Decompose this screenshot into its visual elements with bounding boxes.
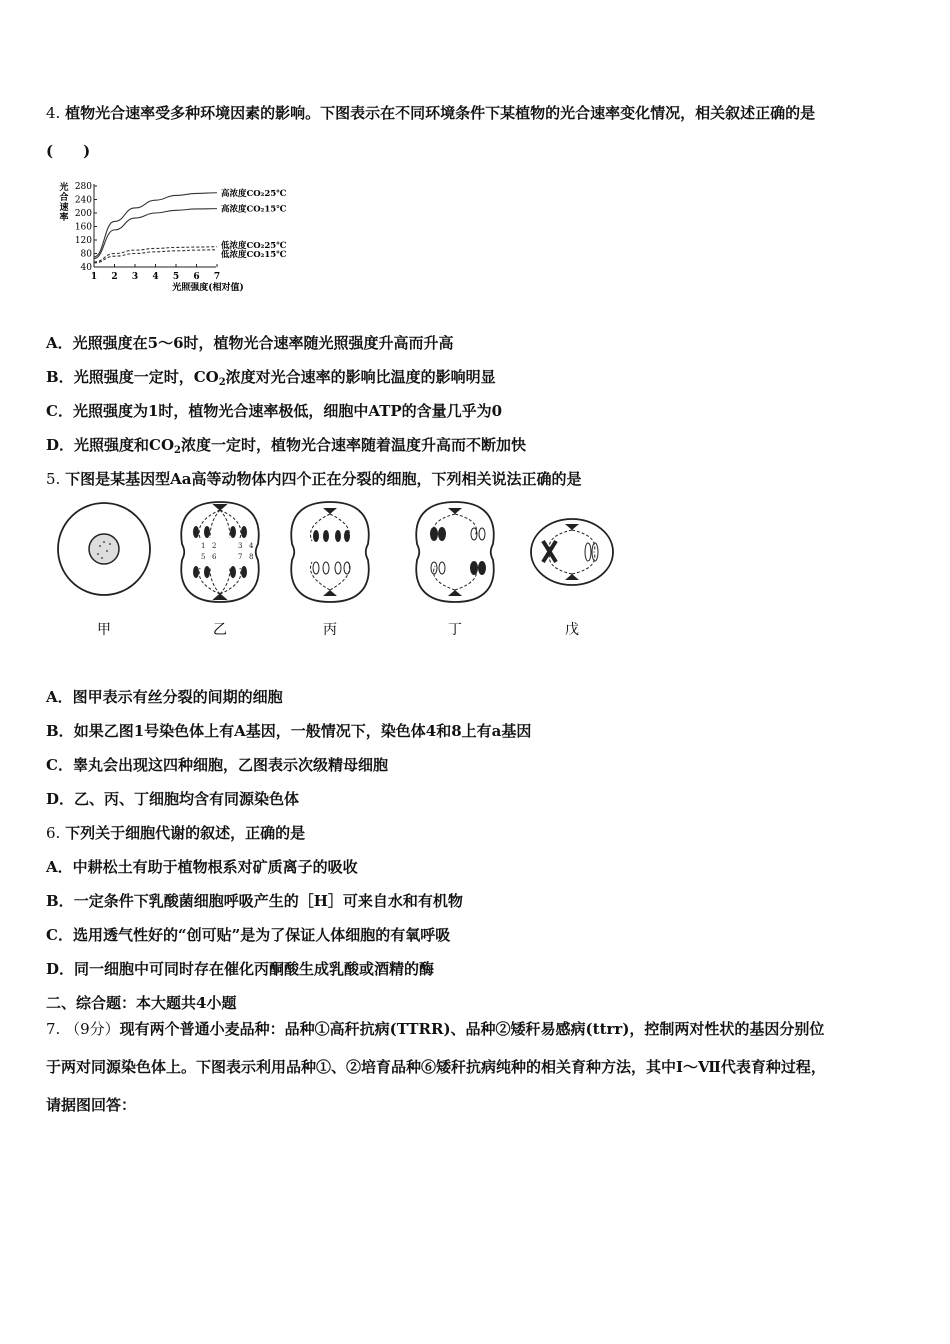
q4-option-d[interactable] xyxy=(46,435,526,461)
option-letter: B． xyxy=(46,892,74,910)
chromosome-number: 7 xyxy=(238,553,243,561)
option-letter: D． xyxy=(46,436,75,454)
option-text: 图甲表示有丝分裂的间期的细胞 xyxy=(72,688,283,706)
q6-number: 6. xyxy=(46,824,61,842)
chromosome-number: 8 xyxy=(249,553,254,561)
chart-ylabel-3: 速 xyxy=(59,203,69,213)
chart-series-line xyxy=(94,209,217,259)
q7-line-3: 请据图回答： xyxy=(46,1096,137,1114)
chart-xtick-label: 7 xyxy=(213,272,221,282)
q5-number: 5. xyxy=(46,470,61,488)
option-letter: B． xyxy=(46,722,74,740)
q7-number: 7. xyxy=(46,1020,61,1038)
q5-option-c[interactable] xyxy=(46,755,388,775)
q7-line-2: 于两对同源染色体上。下图表示利用品种①、②培育品种⑥矮秆抗病纯种的相关育种方法，其中Ⅰ～Ⅶ代表育种过程， xyxy=(46,1058,826,1076)
option-text: 光照强度在5～6时，植物光合速率随光照强度升高而升高 xyxy=(72,334,454,352)
option-letter: D． xyxy=(46,960,75,978)
option-letter: C． xyxy=(46,756,73,774)
chart-xtick-label: 1 xyxy=(90,272,98,282)
chromosome-number: 3 xyxy=(238,542,243,550)
q4-answer-paren: ( ) xyxy=(46,142,91,160)
q6-option-b[interactable] xyxy=(46,891,463,911)
chart-xtick-label: 6 xyxy=(193,272,200,282)
chart-ytick-label: 160 xyxy=(74,222,92,233)
cell-ding xyxy=(416,502,493,602)
option-text: 同一细胞中可同时存在催化丙酮酸生成乳酸或酒精的酶 xyxy=(74,960,435,978)
cell-label-ding: 丁 xyxy=(448,622,462,638)
option-text: 浓度一定时，植物光合速率随着温度升高而不断加快 xyxy=(181,436,527,454)
option-letter: A． xyxy=(46,334,73,352)
option-text: 光照强度为1时，植物光合速率极低，细胞中ATP的含量几乎为0 xyxy=(72,402,503,420)
q5-stem: 下图是某基因型Aa高等动物体内四个正在分裂的细胞，下列相关说法正确的是 xyxy=(65,470,582,488)
option-text: 一定条件下乳酸菌细胞呼吸产生的［H］可来自水和有机物 xyxy=(73,892,463,910)
chromosome-number: 1 xyxy=(201,542,206,550)
cell-label-yi: 乙 xyxy=(213,622,227,638)
chromosome-number: 5 xyxy=(201,553,206,561)
chart-ytick-label: 200 xyxy=(74,209,92,219)
chart-series-label: 高浓度CO₂25℃ xyxy=(221,188,287,199)
q6-stem: 下列关于细胞代谢的叙述，正确的是 xyxy=(65,824,306,842)
q6-option-d[interactable] xyxy=(46,959,434,979)
cell-label-jia: 甲 xyxy=(97,622,111,638)
q5-option-a[interactable] xyxy=(46,687,283,707)
chromosome-number: 4 xyxy=(249,542,254,550)
q6-stem-line xyxy=(46,823,305,843)
q4-chart xyxy=(56,176,306,298)
chart-xtick-label: 3 xyxy=(131,272,139,282)
q7-line-1 xyxy=(46,1019,824,1039)
chart-xtick-label: 5 xyxy=(172,272,180,282)
cell-label-bing: 丙 xyxy=(323,622,337,638)
chart-series-label: 低浓度CO₂25℃ xyxy=(221,240,287,251)
q5-option-b[interactable] xyxy=(46,721,531,741)
cell-wu xyxy=(531,519,613,585)
chromosome-number: 6 xyxy=(212,553,217,561)
option-subscript: 2 xyxy=(218,377,226,388)
cell-yi xyxy=(181,502,258,602)
cell-label-wu: 戊 xyxy=(565,622,579,638)
option-letter: B． xyxy=(46,368,74,386)
chart-ytick-label: 80 xyxy=(80,249,92,260)
option-letter: D． xyxy=(46,790,75,808)
q7-score: （9分） xyxy=(65,1020,120,1038)
option-letter: C． xyxy=(46,926,73,944)
option-text: 如果乙图1号染色体上有A基因，一般情况下，染色体4和8上有a基因 xyxy=(73,722,532,740)
chart-series-line xyxy=(94,247,217,262)
option-text: 睾丸会出现这四种细胞，乙图表示次级精母细胞 xyxy=(72,756,388,774)
option-text: 中耕松土有助于植物根系对矿质离子的吸收 xyxy=(72,858,358,876)
chart-xtick-label: 2 xyxy=(111,272,118,282)
cell-bing xyxy=(291,502,368,602)
q4-option-a[interactable] xyxy=(46,333,454,353)
chart-ylabel-1: 光 xyxy=(59,183,69,193)
chart-ytick-label: 240 xyxy=(74,195,92,206)
q5-option-d[interactable] xyxy=(46,789,299,809)
chart-ylabel-4: 率 xyxy=(59,213,69,223)
section-title: 二、综合题：本大题共4小题 xyxy=(46,994,237,1012)
q5-cell-figure xyxy=(50,496,630,646)
chart-ytick-label: 280 xyxy=(74,182,92,192)
q7-text-1: 现有两个普通小麦品种：品种①高秆抗病(TTRR)、品种②矮秆易感病(ttrr)，控制两对性状的基因分别位 xyxy=(119,1020,825,1038)
chart-ytick-label: 120 xyxy=(74,236,92,246)
q4-option-c[interactable] xyxy=(46,401,502,421)
option-text: 浓度对光合速率的影响比温度的影响明显 xyxy=(225,368,496,386)
q4-stem: 植物光合速率受多种环境因素的影响。下图表示在不同环境条件下某植物的光合速率变化情况，相关叙述正确的是 xyxy=(65,104,816,122)
cell-jia xyxy=(58,503,150,595)
chart-series-label: 高浓度CO₂15℃ xyxy=(221,204,287,215)
chart-xtick-label: 4 xyxy=(152,272,159,282)
q4-option-b[interactable] xyxy=(46,367,496,393)
q4-stem-line xyxy=(46,103,815,123)
option-text: 光照强度一定时，CO xyxy=(73,368,219,386)
chart-series-line xyxy=(94,250,217,263)
chart-xlabel: 光照强度(相对值) xyxy=(172,283,244,293)
option-letter: C． xyxy=(46,402,73,420)
q6-option-c[interactable] xyxy=(46,925,450,945)
option-subscript: 2 xyxy=(174,445,181,456)
chromosome-number: 2 xyxy=(212,542,217,550)
option-text: 选用透气性好的“创可贴”是为了保证人体细胞的有氧呼吸 xyxy=(72,926,451,944)
option-text: 光照强度和CO xyxy=(74,436,175,454)
q5-stem-line xyxy=(46,469,581,489)
chart-series-label: 低浓度CO₂15℃ xyxy=(221,249,287,260)
option-letter: A． xyxy=(46,858,73,876)
chart-ylabel-2: 合 xyxy=(59,193,69,203)
chart-ytick-label: 40 xyxy=(80,263,92,273)
q6-option-a[interactable] xyxy=(46,857,358,877)
option-text: 乙、丙、丁细胞均含有同源染色体 xyxy=(74,790,300,808)
q4-number: 4. xyxy=(46,104,61,122)
option-letter: A． xyxy=(46,688,73,706)
